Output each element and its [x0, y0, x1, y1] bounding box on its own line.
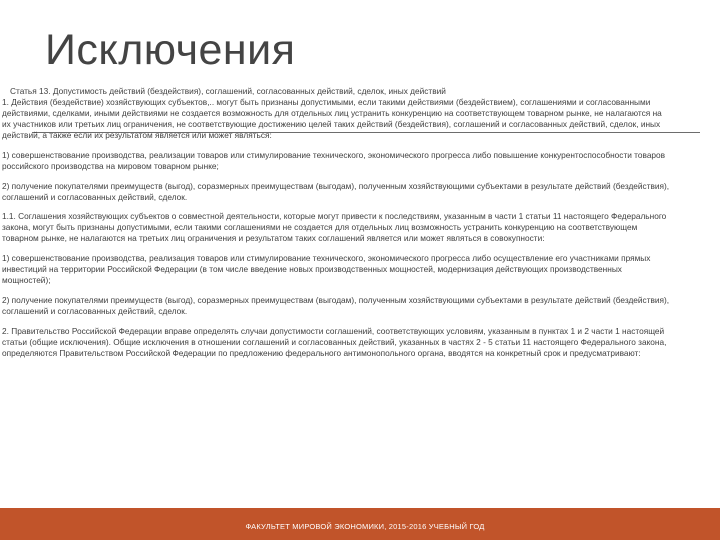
slide-body: [2, 86, 670, 368]
slide-title: Исключения: [45, 26, 296, 74]
clause-1-1: 1.1. Соглашения хозяйствующих субъектов о совместной деятельности, которые могут привести к последствиям, указанным в части 1 статьи 11 настоящего Федерального закона, могут быть признаны допустимыми, если такими соглашениями не создается для отдельных лиц возможность устранить конкуренцию на соответствующем товарном рынке, не налагаются на третьих лиц ограничения и результатом таких соглашений является или может являться в совокупности:: [2, 211, 667, 244]
clause-1-item-2: 2) получение покупателями преимуществ (выгод), соразмерных преимуществам (выгодам), полученным хозяйствующими субъектами в результате действий (бездействия), соглашений и согласованных действий, сделок.: [2, 180, 670, 202]
clause-1-item-1: 1) совершенствование производства, реализации товаров или стимулирование технического, экономического прогресса либо повышение конкурентоспособности товаров российского производства на мировом товарном рынке;: [2, 149, 666, 171]
clause-1: 1. Действия (бездействие) хозяйствующих субъектов,.. могут быть признаны допустимыми, если такими действиями (бездействием), соглашениями и согласованными действиями, сделками, иными действиями не создается возможность для отдельных лиц устранить конкуренцию на соответствующем товарном рынке, не налагаются на их участников или третьих лиц ограничения, не соответствующие достижению целей таких действий (бездействия), соглашений и согласованных действий, сделок, иных действий, а также если их результатом является или может являться:: [2, 96, 662, 140]
clause-1-1-item-2: 2) получение покупателями преимуществ (выгод), соразмерных преимуществам (выгодам), полученным хозяйствующими субъектами в результате действий (бездействия), соглашений и согласованных действий, сделок.: [2, 295, 670, 316]
footer-text: ФАКУЛЬТЕТ МИРОВОЙ ЭКОНОМИКИ, 2015-2016 УЧЕБНЫЙ ГОД: [245, 522, 485, 531]
clause-2: 2. Правительство Российской Федерации вправе определять случаи допустимости соглашений, соответствующих условиям, указанным в пунктах 1 и 2 части 1 настоящей статьи (общие исключения). Общие исключения в отношении соглашений и согласованных действий, указанных в частях 2 - 5 статьи 11 настоящего Федерального закона, определяются Правительством Российской Федерации по предложению федерального антимонопольного органа, вводятся на конкретный срок и предусматривают:: [2, 325, 667, 358]
footer-bar: [0, 508, 720, 540]
article-heading: Статья 13. Допустимость действий (бездействия), соглашений, согласованных действий, сделок, иных действий: [10, 86, 446, 96]
clause-1-1-item-1: 1) совершенствование производства, реализация товаров или стимулирование технического, экономического прогресса либо осуществление его участниками прямых инвестиций на территории Российской Федерации (в том числе введение новых производственных мощностей, модернизация действующих производственных мощностей);: [2, 253, 651, 286]
